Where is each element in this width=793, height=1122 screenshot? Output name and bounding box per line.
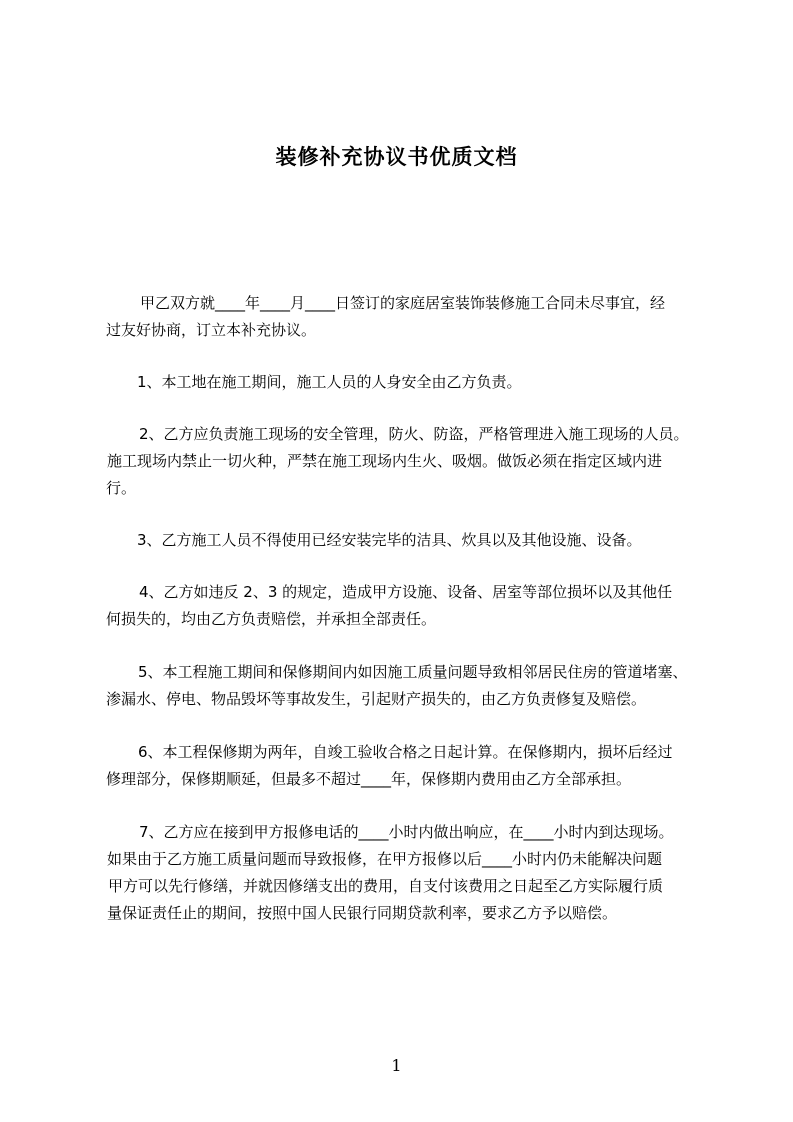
paragraph-line: 量保证责任止的期间，按照中国人民银行同期贷款利率，要求乙方予以赔偿。 (107, 904, 618, 922)
paragraph-line: 行。 (106, 479, 137, 497)
paragraph-line: 如果由于乙方施工质量问题而导致报修，在甲方报修以后____小时内仍未能解决问题 (107, 850, 663, 868)
paragraph-line: 施工现场内禁止一切火种，严禁在施工现场内生火、吸烟。做饭必须在指定区域内进 (107, 452, 663, 470)
paragraph-line: 6、本工程保修期为两年，自竣工验收合格之日起计算。在保修期内，损坏后经过 (138, 743, 673, 761)
document-title: 装修补充协议书优质文档 (275, 145, 518, 169)
paragraph-line: 渗漏水、停电、物品毁坏等事故发生，引起财产损失的，由乙方负责修复及赔偿。 (106, 690, 647, 708)
paragraph-line: 修理部分，保修期顺延，但最多不超过____年，保修期内费用由乙方全部承担。 (106, 770, 632, 788)
page-number: 1 (391, 1056, 402, 1075)
paragraph-line: 5、本工程施工期间和保修期间内如因施工质量问题导致相邻居民住房的管道堵塞、 (138, 663, 688, 681)
paragraph-line: 过友好协商，订立本补充协议。 (106, 321, 317, 339)
paragraph-line: 甲乙双方就____年____月____日签订的家庭居室装饰装修施工合同未尽事宜，经 (140, 294, 666, 312)
paragraph-line: 甲方可以先行修缮，并就因修缮支出的费用，自支付该费用之日起至乙方实际履行质 (108, 877, 664, 895)
paragraph-line: 7、乙方应在接到甲方报修电话的____小时内做出响应，在____小时内到达现场。 (139, 823, 674, 841)
paragraph-line: 何损失的，均由乙方负责赔偿，并承担全部责任。 (106, 610, 437, 628)
paragraph-line: 3、乙方施工人员不得使用已经安装完毕的洁具、炊具以及其他设施、设备。 (137, 531, 642, 549)
paragraph-line: 4、乙方如违反 2、3 的规定，造成甲方设施、设备、居室等部位损坏以及其他任 (139, 583, 673, 601)
paragraph-line: 1、本工地在施工期间，施工人员的人身安全由乙方负责。 (137, 373, 522, 391)
paragraph-line: 2、乙方应负责施工现场的安全管理，防火、防盗，严格管理进入施工现场的人员。 (139, 425, 689, 443)
